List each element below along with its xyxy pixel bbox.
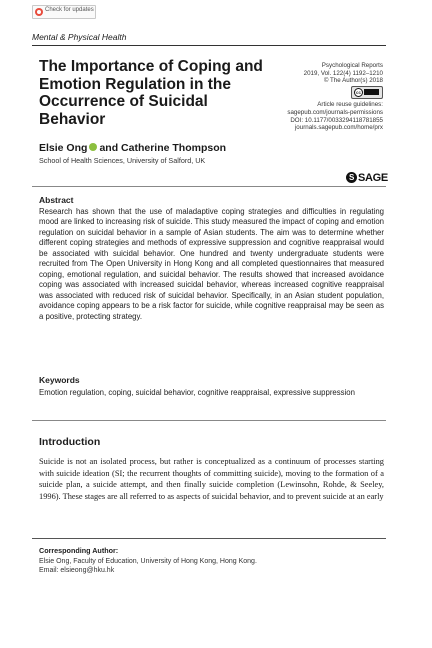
journal-link[interactable]: journals.sagepub.com/home/prx (294, 124, 383, 132)
doi[interactable]: DOI: 10.1177/0033294118781855 (290, 116, 383, 124)
sage-logo (346, 172, 388, 184)
author-line (39, 142, 226, 154)
journal-volume: 2019, Vol. 122(4) 1192–1210 (303, 69, 383, 77)
keywords-heading: Keywords (39, 375, 80, 385)
abstract-divider (32, 186, 386, 187)
publisher-name: SAGE (358, 172, 388, 184)
creative-commons-icon: cc (351, 86, 383, 99)
keywords-text: Emotion regulation, coping, suicidal behavior, cognitive reappraisal, expressive suppression (39, 388, 355, 397)
reuse-link[interactable]: sagepub.com/journals-permissions (287, 108, 383, 116)
introduction-heading: Introduction (39, 436, 101, 448)
corresponding-author-heading: Corresponding Author: (39, 546, 119, 555)
section-label: Mental & Physical Health (32, 32, 127, 42)
header-divider (32, 45, 386, 46)
copyright: © The Author(s) 2018 (323, 77, 383, 85)
reuse-guidelines: Article reuse guidelines: (317, 101, 383, 109)
author-1: Elsie Ong (39, 142, 88, 154)
journal-name: Psychological Reports (321, 62, 383, 69)
check-for-updates-badge[interactable] (32, 5, 96, 19)
article-title: The Importance of Coping and Emotion Regulation in the Occurrence of Suicidal Behavior (39, 58, 263, 128)
orcid-icon[interactable] (89, 143, 97, 151)
check-for-updates-label: Check for updates (45, 7, 94, 13)
affiliation: School of Health Sciences, University of Salford, UK (39, 156, 206, 165)
footnote-divider (32, 538, 386, 539)
corresponding-author-details (39, 557, 359, 575)
author-separator: and (99, 142, 119, 154)
introduction-text: Suicide is not an isolated process, but rather is conceptualized as a continuum of processes starting with suicide ideation (SI; the recurrent thoughts of committing suicide), moving to the formation of a suicide plan, a suicide attempt, and then finally suicide completion (Lewinsohn, Rohde, & Seeley, 1996). These stages are all referred to as aspects of suicidal behavior, and to prevent suicide at an early (39, 457, 384, 501)
author-2: Catherine Thompson (121, 142, 227, 154)
update-icon (35, 8, 43, 16)
keywords-divider (32, 420, 386, 421)
sage-logo-icon: S (346, 172, 357, 183)
journal-metadata (255, 62, 383, 132)
corresponding-author-affiliation: Elsie Ong, Faculty of Education, University of Hong Kong, Hong Kong. (39, 558, 257, 565)
abstract-text: Research has shown that the use of maladaptive coping strategies and difficulties in regulating mood are linked to increasing risk of suicide. This study measured the impact of coping and emotion regulation on suicidal behavior in a sample of Asian students. The aim was to determine whether different coping strategies and methods of expressive suppression and cognitive reappraisal would be associated with suicidal behavior. One hundred and twenty undergraduate students were recruited from The Open University in Hong Kong and all completed questionnaires that measured coping, emotional regulation, and suicidal behavior. The results showed that increased avoidance coping was associated with increased suicidal behavior, whereas increased cognitive reappraisal was associated with reduced risk of suicidal behavior. Specifically, in an Asian student population, avoidance coping appears to be a risk factor for suicide, while cognitive reappraisal may be seen as a positive, protecting strategy. (39, 207, 384, 321)
corresponding-author-email[interactable]: Email: elsieong@hku.hk (39, 567, 115, 575)
abstract-heading: Abstract (39, 195, 74, 205)
